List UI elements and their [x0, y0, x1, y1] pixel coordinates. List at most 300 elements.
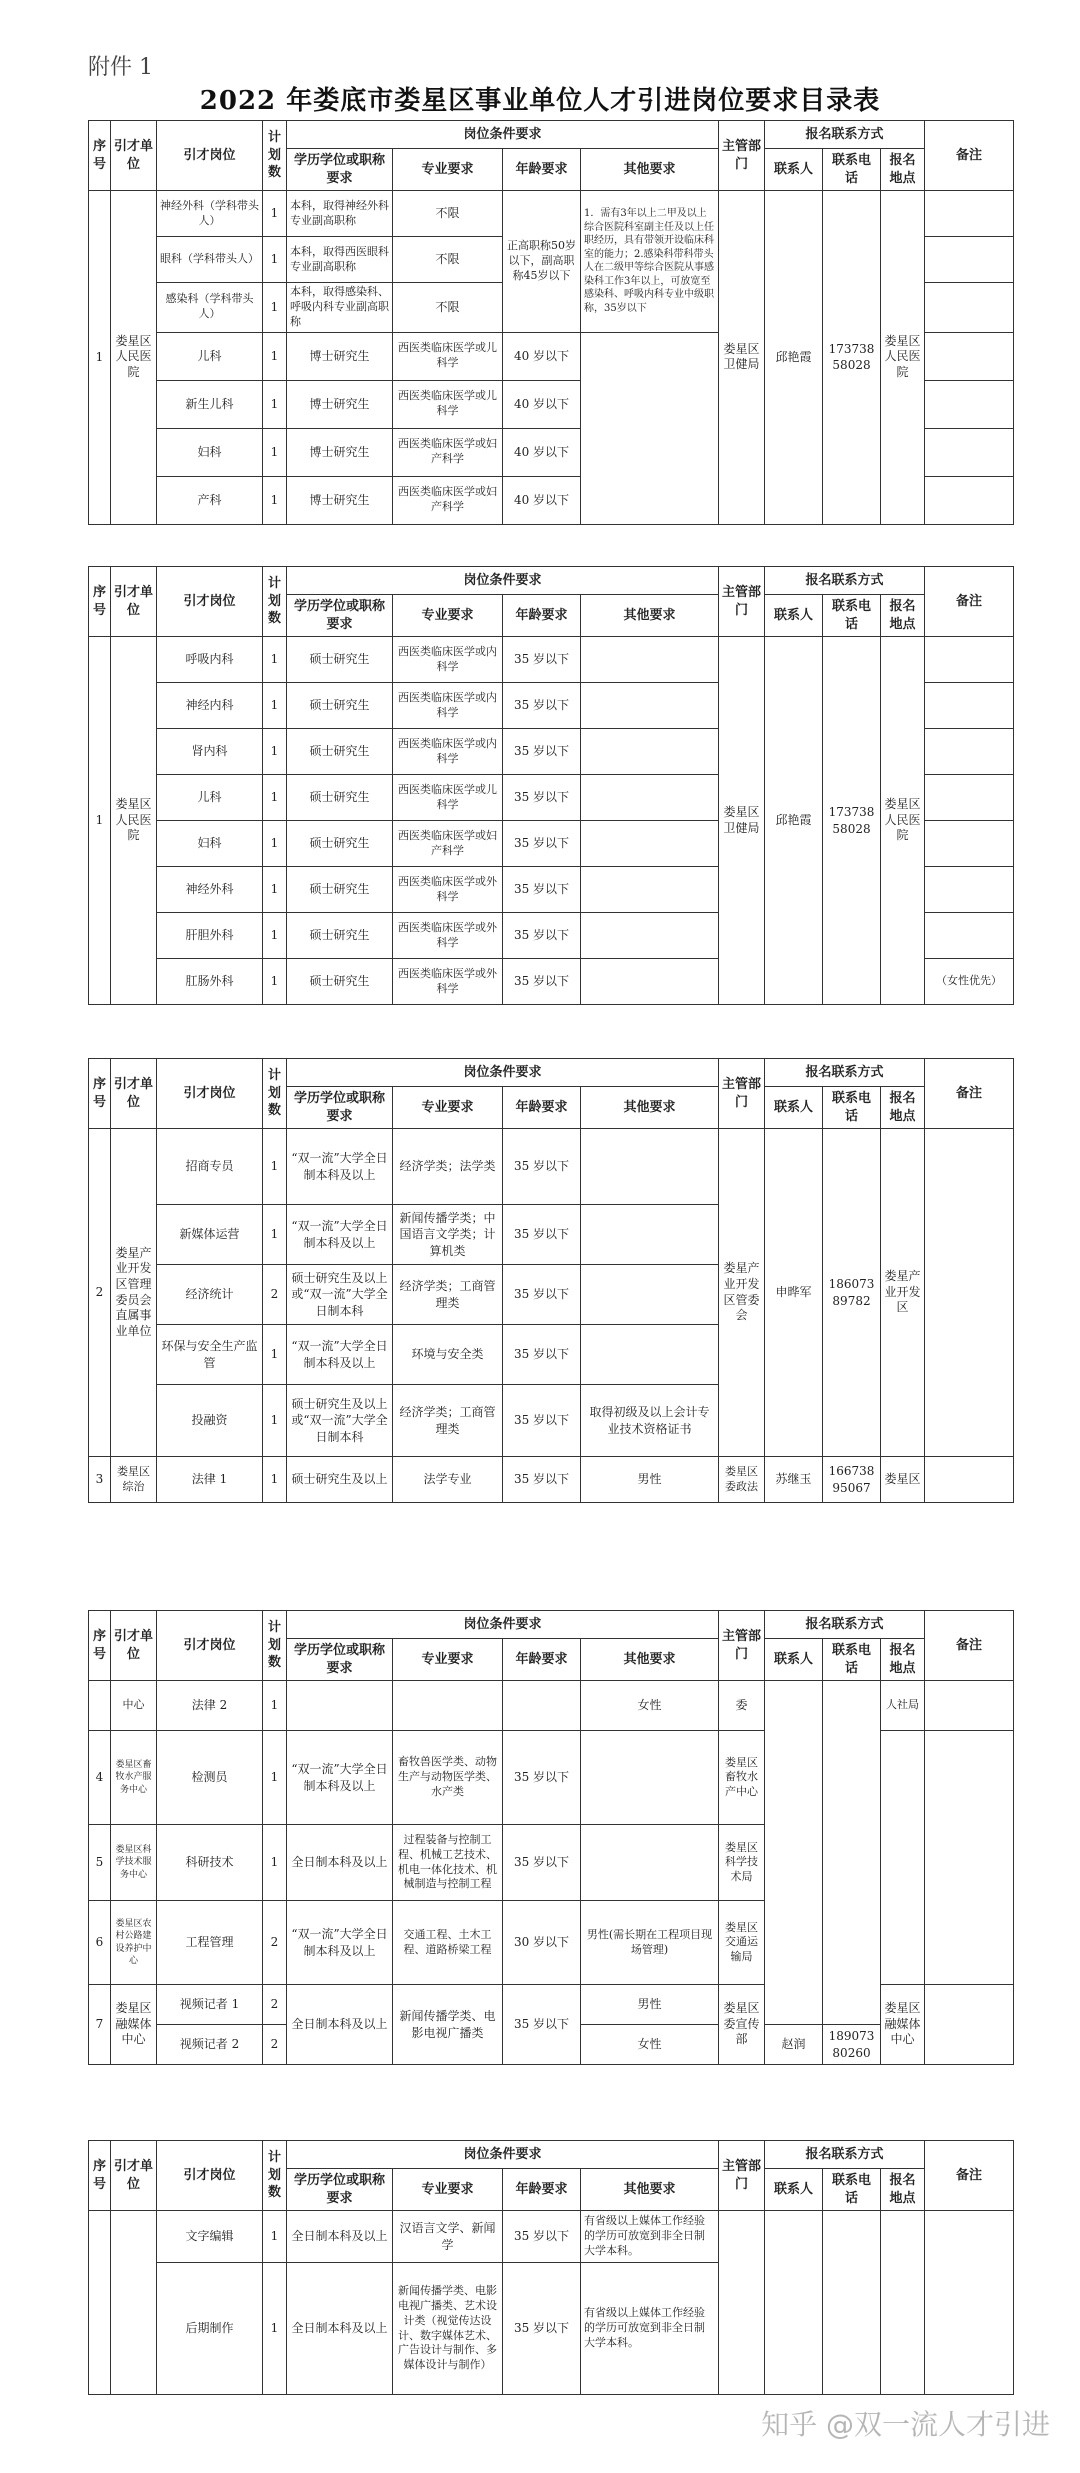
- cell-edu: “双一流”大学全日制本科及以上: [287, 1901, 393, 1985]
- cell-edu: 全日制本科及以上: [287, 2211, 393, 2263]
- cell-note: [925, 867, 1014, 913]
- cell-other: [581, 775, 719, 821]
- cell-post: 妇科: [157, 428, 263, 476]
- header-conditions: 岗位条件要求: [287, 121, 719, 149]
- cell-place: 娄星区: [881, 1457, 925, 1503]
- cell-other: [581, 729, 719, 775]
- header-plan: 计划数: [263, 1059, 287, 1129]
- header-dept: 主管部门: [719, 121, 765, 191]
- header-seq: 序号: [89, 1611, 111, 1681]
- cell-post: 法律 1: [157, 1457, 263, 1503]
- cell-post: 文字编辑: [157, 2211, 263, 2263]
- header-post: 引才岗位: [157, 2141, 263, 2211]
- cell-unit: [111, 2211, 157, 2395]
- cell-plan: 2: [263, 2025, 287, 2065]
- cell-unit: 中心: [111, 1681, 157, 1731]
- cell-unit: 娄星区农村公路建设养护中心: [111, 1901, 157, 1985]
- cell-major: 经济学类；工商管理类: [393, 1265, 503, 1325]
- cell-age: 35 岁以下: [503, 959, 581, 1005]
- header-edu: 学历学位或职称要求: [287, 1087, 393, 1129]
- cell-edu: 本科，取得感染科、呼吸内科专业副高职称: [287, 283, 393, 333]
- cell-age: 35 岁以下: [503, 729, 581, 775]
- cell-other: [581, 637, 719, 683]
- cell-note: （女性优先）: [925, 959, 1014, 1005]
- cell-other: [581, 1205, 719, 1265]
- cell-post: 产科: [157, 476, 263, 524]
- cell-edu: “双一流”大学全日制本科及以上: [287, 1325, 393, 1385]
- header-edu: 学历学位或职称要求: [287, 149, 393, 191]
- cell-major: 西医类临床医学或外科学: [393, 867, 503, 913]
- cell-major: 西医类临床医学或外科学: [393, 959, 503, 1005]
- cell-other: [581, 867, 719, 913]
- header-dept: 主管部门: [719, 1611, 765, 1681]
- cell-note: [925, 775, 1014, 821]
- cell-other: [581, 1325, 719, 1385]
- cell-edu: 本科，取得西医眼科专业副高职称: [287, 237, 393, 283]
- cell-age: 35 岁以下: [503, 867, 581, 913]
- cell-post: 招商专员: [157, 1129, 263, 1205]
- cell-age: 40 岁以下: [503, 332, 581, 380]
- header-age: 年龄要求: [503, 1639, 581, 1681]
- cell-seq: 6: [89, 1901, 111, 1985]
- cell-note: [925, 1731, 1014, 1985]
- cell-age: 35 岁以下: [503, 775, 581, 821]
- cell-other: [581, 332, 719, 524]
- cell-plan: 1: [263, 775, 287, 821]
- header-unit: 引才单位: [111, 121, 157, 191]
- cell-other: [581, 913, 719, 959]
- table-page-4: [88, 1610, 1013, 2065]
- cell-major: 西医类临床医学或妇产科学: [393, 821, 503, 867]
- header-other: 其他要求: [581, 1087, 719, 1129]
- cell-major: 西医类临床医学或儿科学: [393, 380, 503, 428]
- cell-post: 儿科: [157, 775, 263, 821]
- cell-other: [581, 821, 719, 867]
- header-seq: 序号: [89, 2141, 111, 2211]
- header-conditions: 岗位条件要求: [287, 1611, 719, 1639]
- cell-unit: 娄星区科学技术服务中心: [111, 1825, 157, 1901]
- cell-plan: 2: [263, 1265, 287, 1325]
- cell-unit: 娄星产业开发区管理委员会直属事业单位: [111, 1129, 157, 1457]
- cell-note: [925, 1129, 1014, 1457]
- cell-plan: 1: [263, 1325, 287, 1385]
- cell-contact: [765, 2211, 823, 2395]
- cell-post: 检测员: [157, 1731, 263, 1825]
- cell-plan: 1: [263, 913, 287, 959]
- cell-post: 科研技术: [157, 1825, 263, 1901]
- header-other: 其他要求: [581, 595, 719, 637]
- cell-other: 有省级以上媒体工作经验的学历可放宽到非全日制大学本科。: [581, 2211, 719, 2263]
- header-major: 专业要求: [393, 1087, 503, 1129]
- header-major: 专业要求: [393, 1639, 503, 1681]
- cell-major: 新闻传播学类、电影电视广播类、艺术设计类（视觉传达设计、数字媒体艺术、广告设计与制作、多媒体设计与制作）: [393, 2263, 503, 2395]
- header-plan: 计划数: [263, 1611, 287, 1681]
- header-unit: 引才单位: [111, 2141, 157, 2211]
- cell-major: 环境与安全类: [393, 1325, 503, 1385]
- cell-note: [925, 2211, 1014, 2395]
- cell-other: 男性(需长期在工程项目现场管理): [581, 1901, 719, 1985]
- header-dept: 主管部门: [719, 1059, 765, 1129]
- header-age: 年龄要求: [503, 149, 581, 191]
- table-row: [89, 637, 1014, 683]
- header-unit: 引才单位: [111, 567, 157, 637]
- cell-plan: 1: [263, 476, 287, 524]
- cell-edu: 硕士研究生及以上或“双一流”大学全日制本科: [287, 1385, 393, 1457]
- cell-age: 40 岁以下: [503, 476, 581, 524]
- cell-other: 女性: [581, 2025, 719, 2065]
- header-post: 引才岗位: [157, 121, 263, 191]
- cell-phone: 17373858028: [823, 637, 881, 1005]
- table-row: [89, 2211, 1014, 2263]
- cell-age: 35 岁以下: [503, 683, 581, 729]
- header-contact-group: 报名联系方式: [765, 2141, 925, 2169]
- cell-unit: 娄星区人民医院: [111, 191, 157, 525]
- header-note: 备注: [925, 2141, 1014, 2211]
- cell-post: 新生儿科: [157, 380, 263, 428]
- cell-edu: 全日制本科及以上: [287, 2263, 393, 2395]
- cell-plan: 1: [263, 2211, 287, 2263]
- cell-plan: 1: [263, 1731, 287, 1825]
- cell-major: 经济学类；法学类: [393, 1129, 503, 1205]
- table-row: [89, 191, 1014, 237]
- cell-other: 1．需有3年以上二甲及以上综合医院科室副主任及以上任职经历，具有带领开设临床科室的能力；2.感染科带科带头人在二级甲等综合医院从事感染科工作3年以上，可放宽至感染科、呼吸内科专业中级职称，35岁以下: [581, 191, 719, 333]
- cell-major: 法学专业: [393, 1457, 503, 1503]
- cell-major: 经济学类；工商管理类: [393, 1385, 503, 1457]
- cell-major: 不限: [393, 283, 503, 333]
- cell-age: 35 岁以下: [503, 913, 581, 959]
- cell-dept: 娄星区委宣传部: [719, 1985, 765, 2065]
- cell-seq: 3: [89, 1457, 111, 1503]
- cell-post: 视频记者 2: [157, 2025, 263, 2065]
- table-row: [89, 1457, 1014, 1503]
- attachment-label: 附件 1: [88, 55, 153, 80]
- header-other: 其他要求: [581, 149, 719, 191]
- cell-note: [925, 637, 1014, 683]
- cell-post: 儿科: [157, 332, 263, 380]
- cell-post: 神经外科: [157, 867, 263, 913]
- cell-edu: 博士研究生: [287, 476, 393, 524]
- cell-edu: 硕士研究生: [287, 867, 393, 913]
- cell-unit: 娄星区融媒体中心: [111, 1985, 157, 2065]
- cell-post: 肛肠外科: [157, 959, 263, 1005]
- header-major: 专业要求: [393, 595, 503, 637]
- cell-edu: 硕士研究生及以上或“双一流”大学全日制本科: [287, 1265, 393, 1325]
- cell-note: [925, 428, 1014, 476]
- cell-major: 西医类临床医学或内科学: [393, 729, 503, 775]
- header-contact-group: 报名联系方式: [765, 1059, 925, 1087]
- cell-edu: 硕士研究生: [287, 775, 393, 821]
- header-place: 报名地点: [881, 1639, 925, 1681]
- cell-other: 男性: [581, 1985, 719, 2025]
- cell-note: [925, 821, 1014, 867]
- cell-plan: 1: [263, 1457, 287, 1503]
- cell-other: [581, 1825, 719, 1901]
- cell-edu: 博士研究生: [287, 380, 393, 428]
- cell-place: 娄星产业开发区: [881, 1129, 925, 1457]
- cell-note: [925, 1985, 1014, 2065]
- cell-place: 娄星区人民医院: [881, 191, 925, 525]
- header-note: 备注: [925, 1059, 1014, 1129]
- cell-other: 取得初级及以上会计专业技术资格证书: [581, 1385, 719, 1457]
- cell-age: 35 岁以下: [503, 1985, 581, 2065]
- cell-age: 35 岁以下: [503, 1205, 581, 1265]
- header-contact: 联系人: [765, 149, 823, 191]
- cell-edu: 博士研究生: [287, 332, 393, 380]
- cell-major: 西医类临床医学或外科学: [393, 913, 503, 959]
- header-plan: 计划数: [263, 567, 287, 637]
- cell-age: 35 岁以下: [503, 1265, 581, 1325]
- cell-phone: 17373858028: [823, 191, 881, 525]
- cell-phone: 18607389782: [823, 1129, 881, 1457]
- cell-post: 经济统计: [157, 1265, 263, 1325]
- cell-major: 畜牧兽医学类、动物生产与动物医学类、水产类: [393, 1731, 503, 1825]
- cell-age: [503, 1681, 581, 1731]
- cell-contact: 邱艳霞: [765, 191, 823, 525]
- cell-place: [881, 2211, 925, 2395]
- cell-edu: “双一流”大学全日制本科及以上: [287, 1731, 393, 1825]
- header-major: 专业要求: [393, 2169, 503, 2211]
- table-row: [89, 1129, 1014, 1205]
- header-dept: 主管部门: [719, 2141, 765, 2211]
- cell-plan: 1: [263, 428, 287, 476]
- cell-plan: 1: [263, 729, 287, 775]
- cell-edu: 硕士研究生: [287, 959, 393, 1005]
- cell-major: 新闻传播学类；中国语言文学类；计算机类: [393, 1205, 503, 1265]
- cell-post: 呼吸内科: [157, 637, 263, 683]
- header-plan: 计划数: [263, 2141, 287, 2211]
- header-dept: 主管部门: [719, 567, 765, 637]
- cell-post: 后期制作: [157, 2263, 263, 2395]
- cell-age: 35 岁以下: [503, 1457, 581, 1503]
- cell-note: [925, 1681, 1014, 1731]
- header-note: 备注: [925, 121, 1014, 191]
- header-post: 引才岗位: [157, 567, 263, 637]
- cell-major: 不限: [393, 191, 503, 237]
- cell-phone: 16673895067: [823, 1457, 881, 1503]
- cell-age: 35 岁以下: [503, 1325, 581, 1385]
- cell-age: 35 岁以下: [503, 1129, 581, 1205]
- cell-post: 神经外科（学科带头人）: [157, 191, 263, 237]
- cell-plan: 1: [263, 959, 287, 1005]
- cell-plan: 1: [263, 637, 287, 683]
- cell-post: 工程管理: [157, 1901, 263, 1985]
- cell-note: [925, 729, 1014, 775]
- header-contact: 联系人: [765, 2169, 823, 2211]
- cell-age: 35 岁以下: [503, 1825, 581, 1901]
- cell-unit: 娄星区人民医院: [111, 637, 157, 1005]
- cell-note: [925, 476, 1014, 524]
- cell-phone: [823, 2211, 881, 2395]
- cell-major: 汉语言文学、新闻学: [393, 2211, 503, 2263]
- cell-other: [581, 683, 719, 729]
- cell-age: 40 岁以下: [503, 380, 581, 428]
- cell-age: 35 岁以下: [503, 2263, 581, 2395]
- cell-plan: 1: [263, 1385, 287, 1457]
- cell-unit: 娄星区畜牧水产服务中心: [111, 1731, 157, 1825]
- header-edu: 学历学位或职称要求: [287, 1639, 393, 1681]
- cell-other: [581, 959, 719, 1005]
- cell-major: 西医类临床医学或儿科学: [393, 332, 503, 380]
- cell-seq: 4: [89, 1731, 111, 1825]
- cell-age: 30 岁以下: [503, 1901, 581, 1985]
- cell-plan: 1: [263, 191, 287, 237]
- cell-age: 35 岁以下: [503, 1731, 581, 1825]
- cell-dept: 娄星区卫健局: [719, 191, 765, 525]
- cell-phone: [823, 1681, 881, 2025]
- cell-age: 35 岁以下: [503, 2211, 581, 2263]
- cell-plan: 2: [263, 1901, 287, 1985]
- cell-contact: [765, 1681, 823, 2025]
- cell-post: 投融资: [157, 1385, 263, 1457]
- cell-dept: [719, 2211, 765, 2395]
- cell-major: 西医类临床医学或妇产科学: [393, 428, 503, 476]
- cell-post: 感染科（学科带头人）: [157, 283, 263, 333]
- header-plan: 计划数: [263, 121, 287, 191]
- cell-age: 35 岁以下: [503, 637, 581, 683]
- cell-other: 男性: [581, 1457, 719, 1503]
- cell-major: [393, 1681, 503, 1731]
- header-phone: 联系电话: [823, 2169, 881, 2211]
- cell-unit: 娄星区综治: [111, 1457, 157, 1503]
- cell-seq: [89, 1681, 111, 1731]
- header-other: 其他要求: [581, 2169, 719, 2211]
- table-page-1: [88, 120, 1013, 525]
- cell-note: [925, 1457, 1014, 1503]
- cell-plan: 1: [263, 2263, 287, 2395]
- cell-edu: 硕士研究生及以上: [287, 1457, 393, 1503]
- cell-edu: 硕士研究生: [287, 821, 393, 867]
- cell-place: 人社局: [881, 1681, 925, 1731]
- header-note: 备注: [925, 567, 1014, 637]
- header-edu: 学历学位或职称要求: [287, 595, 393, 637]
- cell-edu: [287, 1681, 393, 1731]
- header-phone: 联系电话: [823, 1639, 881, 1681]
- page-title: 2022 年娄底市娄星区事业单位人才引进岗位要求目录表: [199, 86, 881, 116]
- table-row: [89, 1681, 1014, 1731]
- header-phone: 联系电话: [823, 149, 881, 191]
- cell-plan: 2: [263, 1985, 287, 2025]
- header-seq: 序号: [89, 567, 111, 637]
- header-contact-group: 报名联系方式: [765, 121, 925, 149]
- cell-note: [925, 913, 1014, 959]
- cell-note: [925, 237, 1014, 283]
- header-place: 报名地点: [881, 1087, 925, 1129]
- header-post: 引才岗位: [157, 1611, 263, 1681]
- cell-plan: 1: [263, 332, 287, 380]
- cell-dept: 委: [719, 1681, 765, 1731]
- cell-note: [925, 683, 1014, 729]
- cell-seq: 1: [89, 637, 111, 1005]
- header-seq: 序号: [89, 121, 111, 191]
- cell-other: [581, 1265, 719, 1325]
- header-place: 报名地点: [881, 149, 925, 191]
- cell-dept: 娄星区畜牧水产中心: [719, 1731, 765, 1825]
- header-conditions: 岗位条件要求: [287, 1059, 719, 1087]
- cell-post: 法律 2: [157, 1681, 263, 1731]
- cell-post: 视频记者 1: [157, 1985, 263, 2025]
- cell-contact: 申晔军: [765, 1129, 823, 1457]
- cell-seq: 2: [89, 1129, 111, 1457]
- header-conditions: 岗位条件要求: [287, 2141, 719, 2169]
- cell-plan: 1: [263, 237, 287, 283]
- cell-note: [925, 191, 1014, 237]
- cell-edu: “双一流”大学全日制本科及以上: [287, 1205, 393, 1265]
- cell-edu: 硕士研究生: [287, 637, 393, 683]
- cell-plan: 1: [263, 1681, 287, 1731]
- header-contact-group: 报名联系方式: [765, 1611, 925, 1639]
- cell-seq: [89, 2211, 111, 2395]
- cell-post: 环保与安全生产监管: [157, 1325, 263, 1385]
- cell-dept: 娄星区交通运输局: [719, 1901, 765, 1985]
- header-phone: 联系电话: [823, 595, 881, 637]
- cell-other: 女性: [581, 1681, 719, 1731]
- cell-dept: 娄星区委政法: [719, 1457, 765, 1503]
- cell-post: 新媒体运营: [157, 1205, 263, 1265]
- cell-edu: 硕士研究生: [287, 913, 393, 959]
- header-age: 年龄要求: [503, 1087, 581, 1129]
- cell-major: 过程装备与控制工程、机械工艺技术、机电一体化技术、机械制造与控制工程: [393, 1825, 503, 1901]
- cell-phone: 18907380260: [823, 2025, 881, 2065]
- header-contact: 联系人: [765, 595, 823, 637]
- cell-age: 40 岁以下: [503, 428, 581, 476]
- table-page-3: [88, 1058, 1013, 1503]
- watermark: 知乎 @双一流人才引进: [761, 2408, 1050, 2441]
- cell-edu: “双一流”大学全日制本科及以上: [287, 1129, 393, 1205]
- cell-plan: 1: [263, 283, 287, 333]
- cell-edu: 全日制本科及以上: [287, 1825, 393, 1901]
- table-page-5: [88, 2140, 1013, 2395]
- cell-seq: 1: [89, 191, 111, 525]
- cell-contact: 邱艳霞: [765, 637, 823, 1005]
- cell-major: 交通工程、土木工程、道路桥梁工程: [393, 1901, 503, 1985]
- cell-post: 肾内科: [157, 729, 263, 775]
- cell-major: 西医类临床医学或内科学: [393, 637, 503, 683]
- cell-edu: 硕士研究生: [287, 683, 393, 729]
- cell-note: [925, 380, 1014, 428]
- header-note: 备注: [925, 1611, 1014, 1681]
- cell-place: 娄星区融媒体中心: [881, 1985, 925, 2065]
- header-phone: 联系电话: [823, 1087, 881, 1129]
- cell-seq: 7: [89, 1985, 111, 2065]
- cell-place: 娄星区人民医院: [881, 637, 925, 1005]
- cell-place: [881, 1731, 925, 1985]
- cell-plan: 1: [263, 867, 287, 913]
- cell-contact: 赵润: [765, 2025, 823, 2065]
- cell-note: [925, 332, 1014, 380]
- cell-edu: 硕士研究生: [287, 729, 393, 775]
- cell-plan: 1: [263, 1205, 287, 1265]
- cell-age: 正高职称50岁以下，副高职称45岁以下: [503, 191, 581, 333]
- header-age: 年龄要求: [503, 595, 581, 637]
- cell-post: 眼科（学科带头人）: [157, 237, 263, 283]
- cell-seq: 5: [89, 1825, 111, 1901]
- header-place: 报名地点: [881, 595, 925, 637]
- cell-dept: 娄星区科学技术局: [719, 1825, 765, 1901]
- cell-other: [581, 1129, 719, 1205]
- cell-plan: 1: [263, 380, 287, 428]
- cell-contact: 苏继玉: [765, 1457, 823, 1503]
- cell-note: [925, 283, 1014, 333]
- cell-dept: 娄星产业开发区管委会: [719, 1129, 765, 1457]
- header-major: 专业要求: [393, 149, 503, 191]
- cell-other: 有省级以上媒体工作经验的学历可放宽到非全日制大学本科。: [581, 2263, 719, 2395]
- cell-post: 肝胆外科: [157, 913, 263, 959]
- header-seq: 序号: [89, 1059, 111, 1129]
- cell-edu: 全日制本科及以上: [287, 1985, 393, 2065]
- cell-age: 35 岁以下: [503, 1385, 581, 1457]
- header-post: 引才岗位: [157, 1059, 263, 1129]
- header-contact-group: 报名联系方式: [765, 567, 925, 595]
